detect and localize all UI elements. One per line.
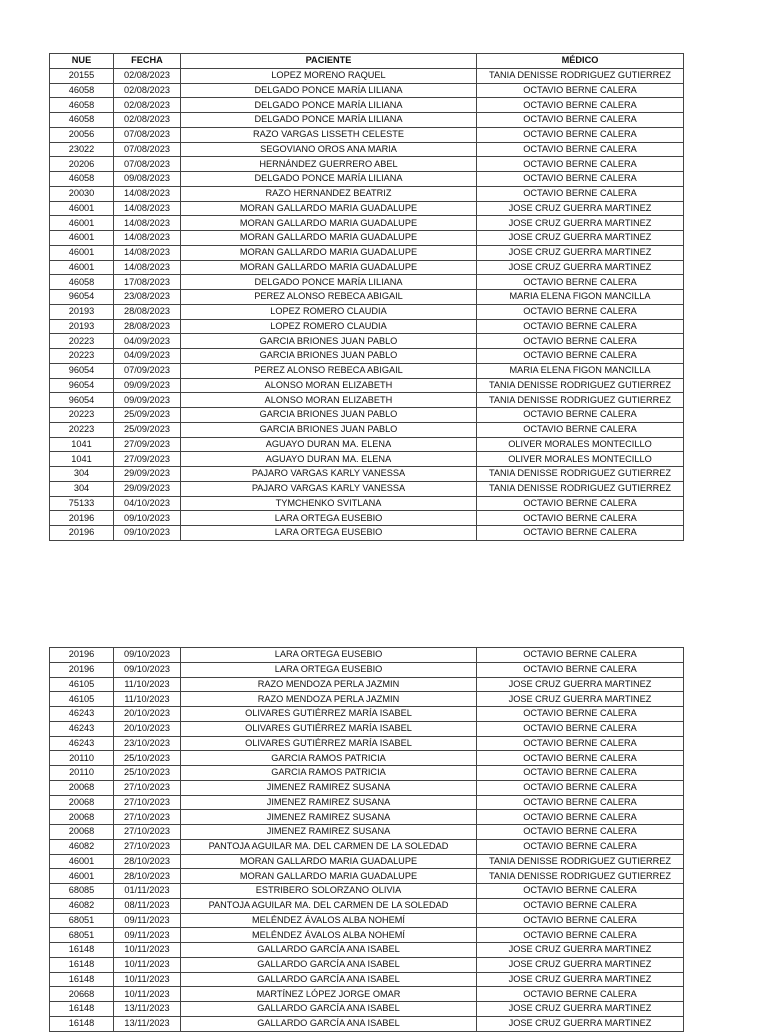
fecha-cell: 04/09/2023 (114, 349, 181, 364)
nue-cell: 46082 (50, 898, 114, 913)
paciente-cell: GALLARDO GARCÍA ANA ISABEL (181, 1002, 477, 1017)
fecha-cell: 07/08/2023 (114, 142, 181, 157)
table-row (50, 201, 684, 216)
medico-cell: JOSE CRUZ GUERRA MARTINEZ (477, 677, 684, 692)
paciente-cell: MORAN GALLARDO MARIA GUADALUPE (181, 869, 477, 884)
medico-cell: MARIA ELENA FIGON MANCILLA (477, 363, 684, 378)
paciente-cell: GARCIA BRIONES JUAN PABLO (181, 349, 477, 364)
table-row (50, 662, 684, 677)
paciente-cell: GARCIA BRIONES JUAN PABLO (181, 422, 477, 437)
nue-cell: 20196 (50, 526, 114, 541)
paciente-cell: MELÉNDEZ ÁVALOS ALBA NOHEMÍ (181, 913, 477, 928)
paciente-cell: DELGADO PONCE MARÍA LILIANA (181, 275, 477, 290)
medico-cell: OCTAVIO BERNE CALERA (477, 810, 684, 825)
medico-cell: TANIA DENISSE RODRIGUEZ GUTIERREZ (477, 854, 684, 869)
table-row (50, 245, 684, 260)
medico-cell: OCTAVIO BERNE CALERA (477, 928, 684, 943)
table-row (50, 943, 684, 958)
medico-cell: TANIA DENISSE RODRIGUEZ GUTIERREZ (477, 869, 684, 884)
nue-cell: 20196 (50, 648, 114, 663)
fecha-cell: 09/10/2023 (114, 648, 181, 663)
table-row (50, 972, 684, 987)
nue-cell: 16148 (50, 957, 114, 972)
fecha-cell: 14/08/2023 (114, 231, 181, 246)
nue-cell: 304 (50, 481, 114, 496)
medico-cell: JOSE CRUZ GUERRA MARTINEZ (477, 216, 684, 231)
paciente-cell: OLIVARES GUTIÉRREZ MARÍA ISABEL (181, 736, 477, 751)
nue-cell: 16148 (50, 943, 114, 958)
fecha-cell: 14/08/2023 (114, 245, 181, 260)
header-row (50, 54, 684, 69)
medico-cell: OCTAVIO BERNE CALERA (477, 751, 684, 766)
fecha-cell: 02/08/2023 (114, 83, 181, 98)
table-row (50, 349, 684, 364)
paciente-cell: MELÉNDEZ ÁVALOS ALBA NOHEMÍ (181, 928, 477, 943)
nue-cell: 46001 (50, 260, 114, 275)
fecha-cell: 07/09/2023 (114, 363, 181, 378)
fecha-cell: 10/11/2023 (114, 957, 181, 972)
nue-cell: 46058 (50, 113, 114, 128)
table-row (50, 1002, 684, 1017)
nue-cell: 16148 (50, 1016, 114, 1031)
fecha-cell: 27/10/2023 (114, 780, 181, 795)
medico-cell: OCTAVIO BERNE CALERA (477, 275, 684, 290)
nue-cell: 20196 (50, 511, 114, 526)
medico-cell: OCTAVIO BERNE CALERA (477, 142, 684, 157)
table-row (50, 157, 684, 172)
nue-cell: 20223 (50, 334, 114, 349)
fecha-cell: 14/08/2023 (114, 201, 181, 216)
fecha-cell: 14/08/2023 (114, 260, 181, 275)
medico-cell: OCTAVIO BERNE CALERA (477, 304, 684, 319)
paciente-cell: MORAN GALLARDO MARIA GUADALUPE (181, 231, 477, 246)
fecha-cell: 27/10/2023 (114, 795, 181, 810)
nue-cell: 46082 (50, 839, 114, 854)
fecha-cell: 13/11/2023 (114, 1016, 181, 1031)
paciente-cell: MORAN GALLARDO MARIA GUADALUPE (181, 245, 477, 260)
table-row (50, 408, 684, 423)
nue-cell: 68051 (50, 928, 114, 943)
header-fecha: FECHA (114, 54, 181, 69)
table-row (50, 83, 684, 98)
table-row (50, 142, 684, 157)
table-row (50, 825, 684, 840)
fecha-cell: 27/10/2023 (114, 825, 181, 840)
fecha-cell: 04/09/2023 (114, 334, 181, 349)
table-row (50, 721, 684, 736)
medico-cell: OCTAVIO BERNE CALERA (477, 526, 684, 541)
table-row (50, 334, 684, 349)
nue-cell: 20068 (50, 780, 114, 795)
header-nue: NUE (50, 54, 114, 69)
nue-cell: 46058 (50, 83, 114, 98)
paciente-cell: DELGADO PONCE MARÍA LILIANA (181, 113, 477, 128)
medico-cell: OCTAVIO BERNE CALERA (477, 707, 684, 722)
paciente-cell: OLIVARES GUTIÉRREZ MARÍA ISABEL (181, 707, 477, 722)
table-row (50, 378, 684, 393)
fecha-cell: 09/09/2023 (114, 393, 181, 408)
table-row (50, 795, 684, 810)
nue-cell: 96054 (50, 393, 114, 408)
table-row (50, 869, 684, 884)
table-row (50, 452, 684, 467)
nue-cell: 46243 (50, 736, 114, 751)
medico-cell: OCTAVIO BERNE CALERA (477, 736, 684, 751)
table-row (50, 810, 684, 825)
fecha-cell: 04/10/2023 (114, 496, 181, 511)
nue-cell: 75133 (50, 496, 114, 511)
medico-cell: TANIA DENISSE RODRIGUEZ GUTIERREZ (477, 378, 684, 393)
medico-cell: TANIA DENISSE RODRIGUEZ GUTIERREZ (477, 68, 684, 83)
paciente-cell: JIMENEZ RAMIREZ SUSANA (181, 810, 477, 825)
medico-cell: JOSE CRUZ GUERRA MARTINEZ (477, 1002, 684, 1017)
nue-cell: 20030 (50, 186, 114, 201)
medico-cell: OCTAVIO BERNE CALERA (477, 496, 684, 511)
table-row (50, 736, 684, 751)
paciente-cell: ALONSO MORAN ELIZABETH (181, 393, 477, 408)
fecha-cell: 02/08/2023 (114, 98, 181, 113)
nue-cell: 46243 (50, 721, 114, 736)
table-row (50, 957, 684, 972)
paciente-cell: TYMCHENKO SVITLANA (181, 496, 477, 511)
medico-cell: JOSE CRUZ GUERRA MARTINEZ (477, 957, 684, 972)
medico-cell: OCTAVIO BERNE CALERA (477, 422, 684, 437)
header-medico: MÉDICO (477, 54, 684, 69)
fecha-cell: 13/11/2023 (114, 1002, 181, 1017)
nue-cell: 46243 (50, 707, 114, 722)
paciente-cell: DELGADO PONCE MARÍA LILIANA (181, 172, 477, 187)
table-row (50, 884, 684, 899)
paciente-cell: LOPEZ ROMERO CLAUDIA (181, 304, 477, 319)
fecha-cell: 07/08/2023 (114, 157, 181, 172)
table-row (50, 304, 684, 319)
table-row (50, 751, 684, 766)
paciente-cell: PAJARO VARGAS KARLY VANESSA (181, 467, 477, 482)
medico-cell: OCTAVIO BERNE CALERA (477, 98, 684, 113)
table-row (50, 260, 684, 275)
nue-cell: 20068 (50, 825, 114, 840)
medico-cell: OCTAVIO BERNE CALERA (477, 898, 684, 913)
nue-cell: 20206 (50, 157, 114, 172)
medico-cell: OCTAVIO BERNE CALERA (477, 825, 684, 840)
fecha-cell: 25/10/2023 (114, 751, 181, 766)
medico-cell: OCTAVIO BERNE CALERA (477, 987, 684, 1002)
records-table-1 (49, 53, 684, 541)
table-row (50, 172, 684, 187)
fecha-cell: 20/10/2023 (114, 721, 181, 736)
nue-cell: 20223 (50, 422, 114, 437)
nue-cell: 46058 (50, 275, 114, 290)
nue-cell: 46058 (50, 98, 114, 113)
medico-cell: OCTAVIO BERNE CALERA (477, 334, 684, 349)
fecha-cell: 11/10/2023 (114, 677, 181, 692)
nue-cell: 46058 (50, 172, 114, 187)
nue-cell: 20068 (50, 810, 114, 825)
medico-cell: JOSE CRUZ GUERRA MARTINEZ (477, 260, 684, 275)
paciente-cell: LARA ORTEGA EUSEBIO (181, 648, 477, 663)
table-row (50, 98, 684, 113)
paciente-cell: MORAN GALLARDO MARIA GUADALUPE (181, 216, 477, 231)
medico-cell: MARIA ELENA FIGON MANCILLA (477, 290, 684, 305)
paciente-cell: MORAN GALLARDO MARIA GUADALUPE (181, 201, 477, 216)
medico-cell: OCTAVIO BERNE CALERA (477, 113, 684, 128)
nue-cell: 20110 (50, 766, 114, 781)
nue-cell: 46105 (50, 692, 114, 707)
table-row (50, 422, 684, 437)
table-row (50, 707, 684, 722)
paciente-cell: LOPEZ ROMERO CLAUDIA (181, 319, 477, 334)
nue-cell: 23022 (50, 142, 114, 157)
fecha-cell: 09/10/2023 (114, 662, 181, 677)
table-row (50, 231, 684, 246)
table-row (50, 467, 684, 482)
fecha-cell: 09/08/2023 (114, 172, 181, 187)
medico-cell: JOSE CRUZ GUERRA MARTINEZ (477, 201, 684, 216)
nue-cell: 20223 (50, 408, 114, 423)
medico-cell: OCTAVIO BERNE CALERA (477, 648, 684, 663)
medico-cell: JOSE CRUZ GUERRA MARTINEZ (477, 245, 684, 260)
paciente-cell: DELGADO PONCE MARÍA LILIANA (181, 83, 477, 98)
paciente-cell: OLIVARES GUTIÉRREZ MARÍA ISABEL (181, 721, 477, 736)
paciente-cell: GALLARDO GARCÍA ANA ISABEL (181, 1016, 477, 1031)
nue-cell: 68085 (50, 884, 114, 899)
table-row (50, 68, 684, 83)
fecha-cell: 08/11/2023 (114, 898, 181, 913)
nue-cell: 46001 (50, 869, 114, 884)
fecha-cell: 09/09/2023 (114, 378, 181, 393)
paciente-cell: RAZO MENDOZA PERLA JAZMIN (181, 692, 477, 707)
nue-cell: 20056 (50, 127, 114, 142)
fecha-cell: 25/10/2023 (114, 766, 181, 781)
medico-cell: OLIVER MORALES MONTECILLO (477, 437, 684, 452)
medico-cell: TANIA DENISSE RODRIGUEZ GUTIERREZ (477, 467, 684, 482)
medico-cell: OCTAVIO BERNE CALERA (477, 511, 684, 526)
nue-cell: 16148 (50, 972, 114, 987)
nue-cell: 96054 (50, 290, 114, 305)
paciente-cell: LARA ORTEGA EUSEBIO (181, 511, 477, 526)
medico-cell: OCTAVIO BERNE CALERA (477, 408, 684, 423)
nue-cell: 68051 (50, 913, 114, 928)
fecha-cell: 09/11/2023 (114, 913, 181, 928)
fecha-cell: 09/11/2023 (114, 928, 181, 943)
nue-cell: 1041 (50, 437, 114, 452)
medico-cell: OCTAVIO BERNE CALERA (477, 319, 684, 334)
fecha-cell: 25/09/2023 (114, 422, 181, 437)
table-row (50, 987, 684, 1002)
table-row (50, 526, 684, 541)
table-row (50, 481, 684, 496)
nue-cell: 20068 (50, 795, 114, 810)
medico-cell: TANIA DENISSE RODRIGUEZ GUTIERREZ (477, 481, 684, 496)
medico-cell: OCTAVIO BERNE CALERA (477, 721, 684, 736)
fecha-cell: 14/08/2023 (114, 216, 181, 231)
table-row (50, 766, 684, 781)
nue-cell: 20110 (50, 751, 114, 766)
medico-cell: OCTAVIO BERNE CALERA (477, 186, 684, 201)
medico-cell: JOSE CRUZ GUERRA MARTINEZ (477, 692, 684, 707)
medico-cell: OCTAVIO BERNE CALERA (477, 349, 684, 364)
medico-cell: OCTAVIO BERNE CALERA (477, 780, 684, 795)
nue-cell: 20193 (50, 304, 114, 319)
paciente-cell: MARTÍNEZ LÓPEZ JORGE OMAR (181, 987, 477, 1002)
nue-cell: 46001 (50, 231, 114, 246)
medico-cell: OCTAVIO BERNE CALERA (477, 172, 684, 187)
paciente-cell: GARCIA BRIONES JUAN PABLO (181, 408, 477, 423)
table-row (50, 692, 684, 707)
paciente-cell: SEGOVIANO OROS ANA MARIA (181, 142, 477, 157)
medico-cell: OLIVER MORALES MONTECILLO (477, 452, 684, 467)
table-row (50, 780, 684, 795)
paciente-cell: GALLARDO GARCÍA ANA ISABEL (181, 943, 477, 958)
medico-cell: OCTAVIO BERNE CALERA (477, 157, 684, 172)
table-row (50, 898, 684, 913)
table-row (50, 186, 684, 201)
medico-cell: JOSE CRUZ GUERRA MARTINEZ (477, 972, 684, 987)
table-row (50, 113, 684, 128)
nue-cell: 46001 (50, 854, 114, 869)
fecha-cell: 23/10/2023 (114, 736, 181, 751)
table-row (50, 913, 684, 928)
fecha-cell: 29/09/2023 (114, 481, 181, 496)
fecha-cell: 27/09/2023 (114, 452, 181, 467)
nue-cell: 20155 (50, 68, 114, 83)
medico-cell: OCTAVIO BERNE CALERA (477, 839, 684, 854)
fecha-cell: 11/10/2023 (114, 692, 181, 707)
medico-cell: OCTAVIO BERNE CALERA (477, 795, 684, 810)
fecha-cell: 10/11/2023 (114, 943, 181, 958)
table-row (50, 839, 684, 854)
header-paciente: PACIENTE (181, 54, 477, 69)
paciente-cell: LARA ORTEGA EUSEBIO (181, 526, 477, 541)
nue-cell: 46001 (50, 201, 114, 216)
paciente-cell: PEREZ ALONSO REBECA ABIGAIL (181, 363, 477, 378)
fecha-cell: 10/11/2023 (114, 987, 181, 1002)
fecha-cell: 20/10/2023 (114, 707, 181, 722)
paciente-cell: PAJARO VARGAS KARLY VANESSA (181, 481, 477, 496)
nue-cell: 46001 (50, 245, 114, 260)
medico-cell: JOSE CRUZ GUERRA MARTINEZ (477, 943, 684, 958)
paciente-cell: GALLARDO GARCÍA ANA ISABEL (181, 957, 477, 972)
paciente-cell: LARA ORTEGA EUSEBIO (181, 662, 477, 677)
table-row (50, 290, 684, 305)
paciente-cell: GALLARDO GARCÍA ANA ISABEL (181, 972, 477, 987)
medico-cell: OCTAVIO BERNE CALERA (477, 913, 684, 928)
table-row (50, 127, 684, 142)
paciente-cell: RAZO MENDOZA PERLA JAZMIN (181, 677, 477, 692)
table-row (50, 648, 684, 663)
paciente-cell: PEREZ ALONSO REBECA ABIGAIL (181, 290, 477, 305)
fecha-cell: 27/10/2023 (114, 839, 181, 854)
nue-cell: 20223 (50, 349, 114, 364)
table-row (50, 437, 684, 452)
paciente-cell: AGUAYO DURAN MA. ELENA (181, 437, 477, 452)
fecha-cell: 28/10/2023 (114, 854, 181, 869)
paciente-cell: PANTOJA AGUILAR MA. DEL CARMEN DE LA SOLEDAD (181, 898, 477, 913)
table-row (50, 496, 684, 511)
fecha-cell: 07/08/2023 (114, 127, 181, 142)
paciente-cell: JIMENEZ RAMIREZ SUSANA (181, 825, 477, 840)
paciente-cell: GARCIA RAMOS PATRICIA (181, 766, 477, 781)
table-row (50, 677, 684, 692)
fecha-cell: 28/10/2023 (114, 869, 181, 884)
medico-cell: JOSE CRUZ GUERRA MARTINEZ (477, 1016, 684, 1031)
nue-cell: 20196 (50, 662, 114, 677)
nue-cell: 96054 (50, 378, 114, 393)
fecha-cell: 17/08/2023 (114, 275, 181, 290)
paciente-cell: PANTOJA AGUILAR MA. DEL CARMEN DE LA SOLEDAD (181, 839, 477, 854)
paciente-cell: JIMENEZ RAMIREZ SUSANA (181, 780, 477, 795)
table-row (50, 216, 684, 231)
nue-cell: 1041 (50, 452, 114, 467)
paciente-cell: RAZO VARGAS LISSETH CELESTE (181, 127, 477, 142)
paciente-cell: HERNÁNDEZ GUERRERO ABEL (181, 157, 477, 172)
nue-cell: 20668 (50, 987, 114, 1002)
nue-cell: 96054 (50, 363, 114, 378)
paciente-cell: AGUAYO DURAN MA. ELENA (181, 452, 477, 467)
table-row (50, 275, 684, 290)
medico-cell: JOSE CRUZ GUERRA MARTINEZ (477, 231, 684, 246)
nue-cell: 46001 (50, 216, 114, 231)
table-row (50, 928, 684, 943)
fecha-cell: 14/08/2023 (114, 186, 181, 201)
fecha-cell: 25/09/2023 (114, 408, 181, 423)
paciente-cell: JIMENEZ RAMIREZ SUSANA (181, 795, 477, 810)
medico-cell: OCTAVIO BERNE CALERA (477, 662, 684, 677)
paciente-cell: RAZO HERNANDEZ BEATRIZ (181, 186, 477, 201)
table-row (50, 319, 684, 334)
records-table-2 (49, 647, 684, 1032)
fecha-cell: 02/08/2023 (114, 113, 181, 128)
medico-cell: OCTAVIO BERNE CALERA (477, 766, 684, 781)
medico-cell: OCTAVIO BERNE CALERA (477, 83, 684, 98)
table-row (50, 393, 684, 408)
nue-cell: 46105 (50, 677, 114, 692)
fecha-cell: 02/08/2023 (114, 68, 181, 83)
paciente-cell: MORAN GALLARDO MARIA GUADALUPE (181, 260, 477, 275)
paciente-cell: ALONSO MORAN ELIZABETH (181, 378, 477, 393)
medico-cell: OCTAVIO BERNE CALERA (477, 127, 684, 142)
fecha-cell: 09/10/2023 (114, 526, 181, 541)
fecha-cell: 23/08/2023 (114, 290, 181, 305)
fecha-cell: 28/08/2023 (114, 319, 181, 334)
medico-cell: TANIA DENISSE RODRIGUEZ GUTIERREZ (477, 393, 684, 408)
table-row (50, 511, 684, 526)
paciente-cell: GARCIA BRIONES JUAN PABLO (181, 334, 477, 349)
paciente-cell: ESTRIBERO SOLORZANO OLIVIA (181, 884, 477, 899)
paciente-cell: DELGADO PONCE MARÍA LILIANA (181, 98, 477, 113)
nue-cell: 304 (50, 467, 114, 482)
fecha-cell: 27/10/2023 (114, 810, 181, 825)
fecha-cell: 27/09/2023 (114, 437, 181, 452)
fecha-cell: 29/09/2023 (114, 467, 181, 482)
paciente-cell: LOPEZ MORENO RAQUEL (181, 68, 477, 83)
table-row (50, 854, 684, 869)
paciente-cell: MORAN GALLARDO MARIA GUADALUPE (181, 854, 477, 869)
fecha-cell: 10/11/2023 (114, 972, 181, 987)
fecha-cell: 28/08/2023 (114, 304, 181, 319)
fecha-cell: 01/11/2023 (114, 884, 181, 899)
fecha-cell: 09/10/2023 (114, 511, 181, 526)
nue-cell: 20193 (50, 319, 114, 334)
nue-cell: 16148 (50, 1002, 114, 1017)
medico-cell: OCTAVIO BERNE CALERA (477, 884, 684, 899)
paciente-cell: GARCIA RAMOS PATRICIA (181, 751, 477, 766)
table-row (50, 363, 684, 378)
